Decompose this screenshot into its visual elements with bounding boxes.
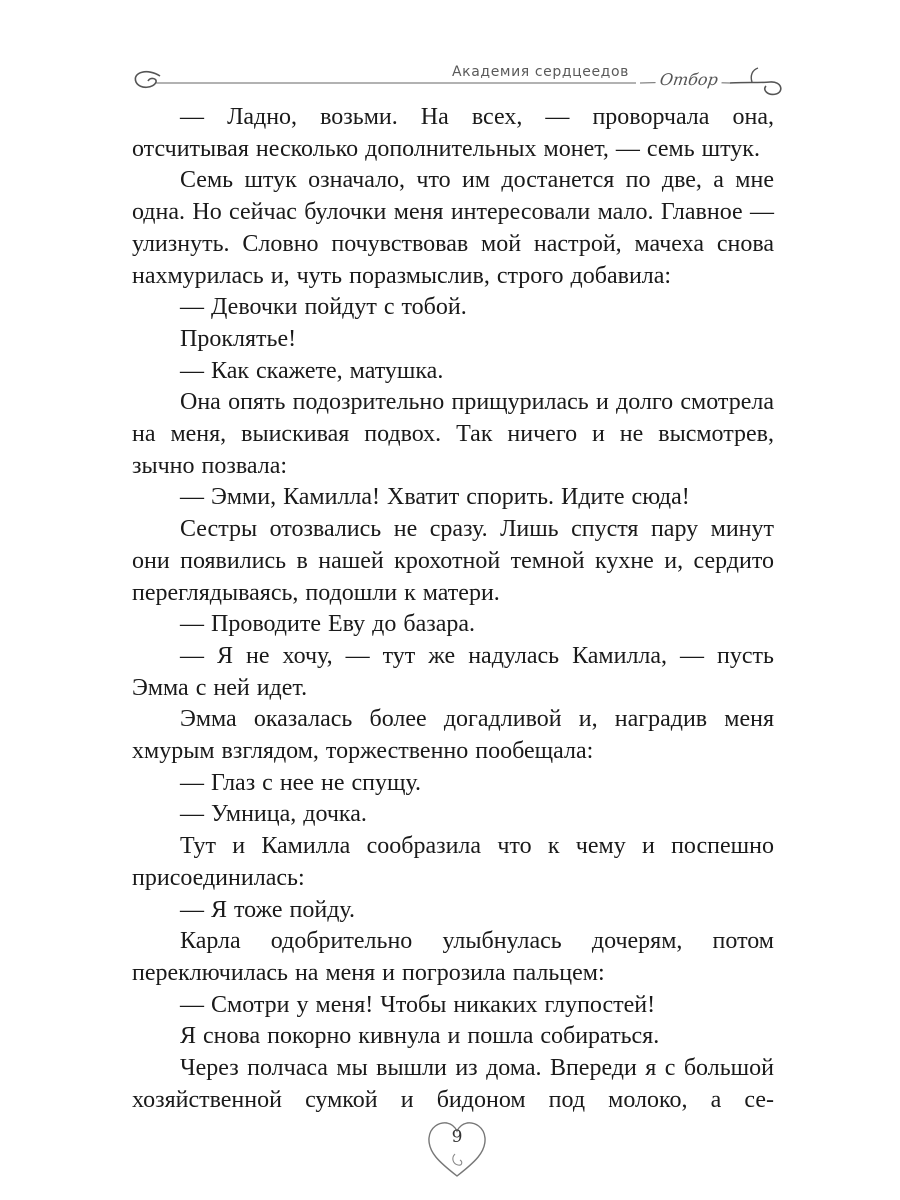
paragraph: Я снова покорно кивнула и пошла собираться. — [180, 1023, 660, 1050]
section-title: Отбор — [655, 70, 724, 89]
paragraph: — Глаз с нее не спущу. — [180, 769, 422, 796]
paragraph: Сестры отозвались не сразу. Лишь спустя пару минут они появились в нашей крохотной темной кухне и, сердито переглядываясь, подошли к матери. — [132, 516, 774, 606]
paragraph: — Ладно, возьми. На всех, — проворчала она, отсчитывая несколько дополнительных монет, — семь штук. — [132, 104, 774, 162]
paragraph: Проклятье! — [180, 325, 297, 352]
paragraph: — Как скажете, матушка. — [180, 357, 444, 384]
paragraph: — Смотри у меня! Чтобы никаких глупостей! — [180, 991, 656, 1018]
paragraph: Карла одобрительно улыбнулась дочерям, потом переключилась на меня и погрозила пальцем: — [132, 928, 774, 986]
body-text — [132, 102, 774, 1117]
paragraph: Тут и Камилла сообразила что к чему и поспешно присоединилась: — [132, 833, 774, 891]
page-number-badge — [425, 1118, 489, 1180]
running-header — [130, 62, 790, 102]
paragraph: — Я тоже пойду. — [180, 896, 355, 923]
paragraph: Семь штук означало, что им достанется по две, а мне одна. Но сейчас булочки меня интересовали мало. Главное — улизнуть. Словно почувствовав мой настрой, мачеха снова нахмурилась и, чуть поразмыслив, строго добавила: — [132, 167, 774, 289]
paragraph: — Умница, дочка. — [180, 801, 367, 828]
page-number: 9 — [451, 1127, 463, 1147]
paragraph: Через полчаса мы вышли из дома. Впереди я с большой хозяйственной сумкой и бидоном под молоко, а се- — [132, 1055, 774, 1113]
paragraph: — Проводите Еву до базара. — [180, 611, 476, 638]
paragraph: — Девочки пойдут с тобой. — [180, 294, 467, 321]
paragraph: — Эмми, Камилла! Хватит спорить. Идите сюда! — [180, 484, 690, 511]
book-title: Академия сердцеедов — [448, 64, 633, 80]
paragraph: Она опять подозрительно прищурилась и долго смотрела на меня, выискивая подвох. Так ничего и не высмотрев, зычно позвала: — [132, 389, 774, 479]
paragraph: — Я не хочу, — тут же надулась Камилла, — пусть Эмма с ней идет. — [132, 642, 774, 701]
paragraph: Эмма оказалась более догадливой и, наградив меня хмурым взглядом, торжественно пообещала: — [132, 706, 774, 765]
